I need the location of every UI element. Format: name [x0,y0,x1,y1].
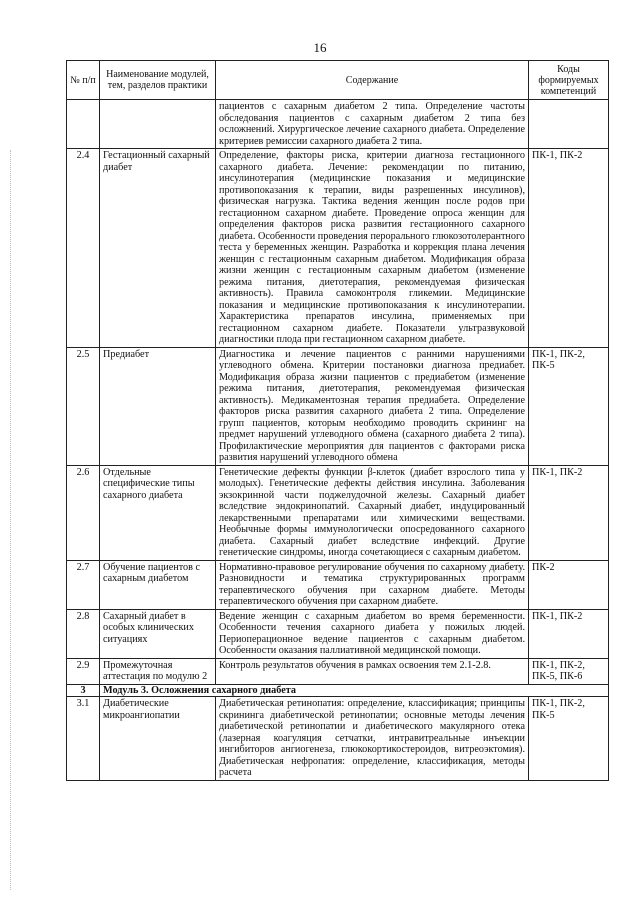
row-name: Сахарный диабет в особых клинических ситуациях [100,609,216,658]
row-content: Диагностика и лечение пациентов с ранними нарушениями углеводного обмена. Критерии постановки диагноза предиабет. Модификация образа жизни пациентов с предиабетом (изменение режима питания, диетотерапия, рекомендуемая физическая активность). Медикаментозная терапия предиабета. Определение факторов риска развития сахарного диабета 2 типа. Определение групп пациентов, которым необходимо проводить скрининг на предмет нарушений углеводного обмена (сахарного диабета 2 типа). Профилактические мероприятия для пациентов с факторами риска развития нарушений углеводного обмена [216,347,529,465]
row-num: 2.6 [67,465,100,560]
row-num: 2.8 [67,609,100,658]
row-num: 2.4 [67,149,100,348]
row-name: Диабетические микроангиопатии [100,697,216,781]
row-name [100,100,216,149]
row-codes: ПК-1, ПК-2, ПК-5 [529,347,609,465]
row-num: 3.1 [67,697,100,781]
row-content: Определение, факторы риска, критерии диагноза гестационного сахарного диабета. Лечение: рекомендации по питанию, инсулинотерапия (медицинские показания и медицинские противопоказания к терапии, виды разрешенных инсулинов), физическая нагрузка. Тактика ведения женщин после родов при гестационном сахарном диабете. Проведение опроса женщин для определения факторов риска развития гестационного сахарного диабета. Особенности проведения перорального глюкозотолерантного теста у беременных женщин. Разработка и коррекция плана лечения женщин с гестационным сахарным диабетом. Модификация образа жизни женщин с гестационным сахарным диабетом (изменение режима питания, диетотерапия, рекомендуемая физическая активность). Правила самоконтроля гликемии. Медицинские показания и медицинские противопоказания к инсулинотерапии. Характеристика препаратов инсулина, применяемых при гестационном сахарном диабете. Показатели ультразвуковой диагностики плода при гестационном сахарном диабете. [216,149,529,348]
row-content: Ведение женщин с сахарным диабетом во время беременности. Особенности течения сахарного диабета у пожилых людей. Периоперационное ведение пациентов с сахарным диабетом. Особенности оказания паллиативной медицинской помощи. [216,609,529,658]
row-codes: ПК-1, ПК-2 [529,465,609,560]
row-codes: ПК-1, ПК-2 [529,149,609,348]
row-num: 2.9 [67,658,100,684]
table-row [67,658,609,684]
module-header-row [67,684,609,697]
row-codes [529,100,609,149]
row-name: Обучение пациентов с сахарным диабетом [100,560,216,609]
scan-edge-line [10,150,12,890]
table-row [67,347,609,465]
table-row [67,609,609,658]
row-codes: ПК-1, ПК-2 [529,609,609,658]
table-row [67,100,609,149]
row-content: Диабетическая ретинопатия: определение, классификация; принципы скрининга диабетической ретинопатии; основные методы лечения диабетической ретинопатии и диабетического макулярного отека (лазерная коагуляция сетчатки, интравитреальные инъекции ингибиторов ангиогенеза, глюкокортикостероидов, витреоэктомия). Диабетическая нефропатия: определение, классификация, методы расчета [216,697,529,781]
row-name: Гестационный сахарный диабет [100,149,216,348]
row-name: Отдельные специфические типы сахарного диабета [100,465,216,560]
table-row [67,697,609,781]
row-codes: ПК-1, ПК-2, ПК-5, ПК-6 [529,658,609,684]
table-header-row [67,61,609,100]
curriculum-table [66,60,609,781]
header-codes: Коды формируемых компетенций [529,61,609,100]
row-content: пациентов с сахарным диабетом 2 типа. Определение частоты обследования пациентов с сахарным диабетом 2 типа без осложнений. Хирургическое лечение сахарного диабета. Определение критериев ремиссии сахарного диабета 2 типа. [216,100,529,149]
header-num: № п/п [67,61,100,100]
row-num: 2.5 [67,347,100,465]
table-row [67,465,609,560]
row-codes: ПК-2 [529,560,609,609]
row-name: Предиабет [100,347,216,465]
row-content: Нормативно-правовое регулирование обучения по сахарному диабету. Разновидности и тематика структурированных программ терапевтического обучения при сахарном диабете. Методы терапевтического обучения при сахарном диабете. [216,560,529,609]
header-name: Наименование модулей, тем, разделов практики [100,61,216,100]
row-content: Генетические дефекты функции β-клеток (диабет взрослого типа у молодых). Генетические дефекты действия инсулина. Заболевания экзокринной части поджелудочной железы. Сахарный диабет вследствие эндокринопатий. Сахарный диабет, индуцированный лекарственными препаратами или химическими веществами. Необычные формы иммунологически опосредованного сахарного диабета. Сахарный диабет вследствие инфекций. Другие генетические синдромы, иногда сочетающиеся с сахарным диабетом. [216,465,529,560]
row-content: Контроль результатов обучения в рамках освоения тем 2.1-2.8. [216,658,529,684]
header-content: Содержание [216,61,529,100]
row-num: 2.7 [67,560,100,609]
row-name: Промежуточная аттестация по модулю 2 [100,658,216,684]
table-row [67,149,609,348]
module-title: Модуль 3. Осложнения сахарного диабета [100,684,609,697]
module-num: 3 [67,684,100,697]
row-num [67,100,100,149]
table-row [67,560,609,609]
page-number: 16 [313,40,327,55]
row-codes: ПК-1, ПК-2, ПК-5 [529,697,609,781]
